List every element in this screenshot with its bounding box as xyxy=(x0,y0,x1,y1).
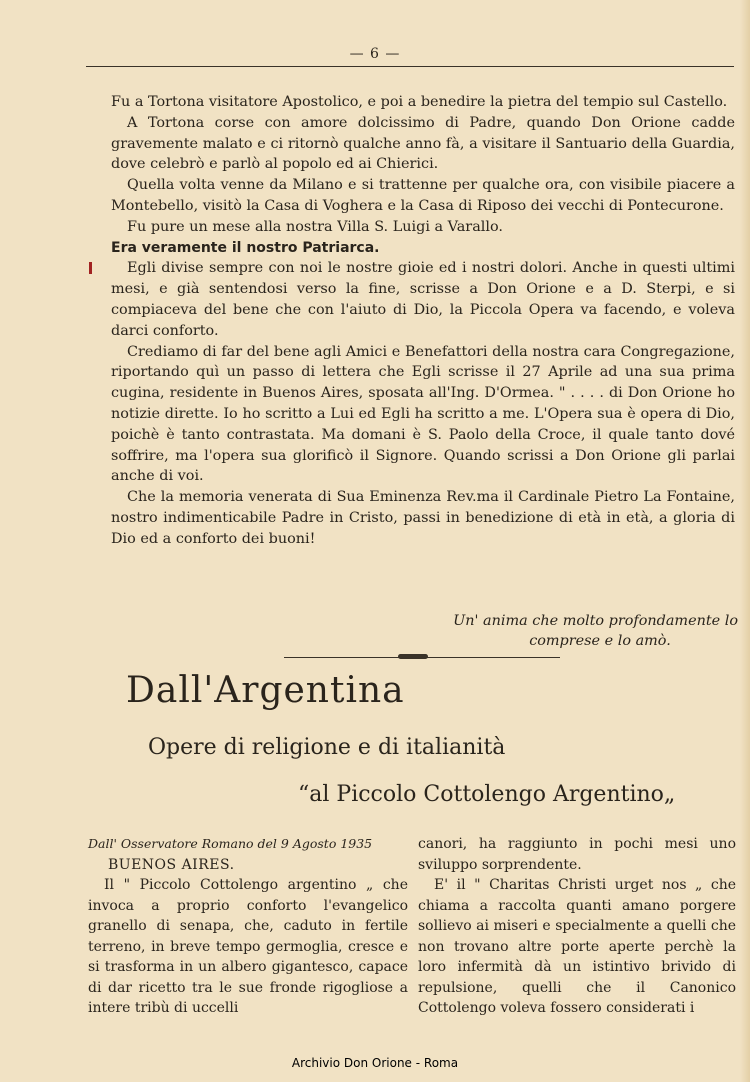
right-paragraph-2: E' il " Charitas Christi urget nos „ che chiama a raccolta quanti amano porgere sollievo ai miseri e specialmente a quelli che non trovano altre porte aperte perchè la loro infermità dà un istintivo brivido di repulsione, quelli che il Canonico Cottolengo voleva fossero considerati i xyxy=(418,877,736,1016)
paragraph-3: Quella volta venne da Milano e si trattenne per qualche ora, con visibile piacere a Montebello, visitò la Casa di Voghera e la Casa di Riposo dei vecchi di Pontecurone. xyxy=(111,177,735,214)
signature-line-2: comprese e lo amò. xyxy=(529,633,671,649)
paragraph-2: A Tortona corse con amore dolcissimo di Padre, quando Don Orione cadde gravemente malato e ci ritornò qualche anno fà, a visitare il Santuario della Guardia, dove celebrò e parlò al popolo ed ai Chierici. xyxy=(111,114,735,173)
paragraph-4: Fu pure un mese alla nostra Villa S. Luigi a Varallo. xyxy=(127,218,503,235)
article-subtitle-1: Opere di religione e di italianità xyxy=(148,735,506,760)
paragraph-6: Egli divise sempre con noi le nostre gioie ed i nostri dolori. Anche in questi ultimi mesi, e già sentendosi verso la fine, scrisse a Don Orione e a D. Sterpi, e si compiaceva del bene che con l'aiuto di Dio, la Piccola Opera va facendo, e voleva darci conforto. xyxy=(111,260,735,339)
dateline: BUENOS AIRES. xyxy=(108,856,235,873)
paragraph-5: Era veramente il nostro Patriarca. xyxy=(111,239,380,256)
paragraph-1: Fu a Tortona visitatore Apostolico, e poi a benedire la pietra del tempio sul Castello. xyxy=(111,94,728,110)
page-number: — 6 — xyxy=(349,46,401,62)
signature-block xyxy=(420,611,738,651)
left-paragraph-1: Il " Piccolo Cottolengo argentino „ che invoca a proprio conforto l'evangelico granello di senapa, che, caduto in fertile terreno, in breve tempo germoglia, cresce e si trasforma in un albero gigantesco, capace di dar ricetto tra le sue fronde rigogliose a intere tribù di uccelli xyxy=(88,877,408,1016)
body-text xyxy=(111,92,735,550)
column-left xyxy=(88,834,408,1019)
paragraph-7: Crediamo di far del bene agli Amici e Benefattori della nostra cara Congregazione, riportando quì un passo di lettera che Egli scrisse il 27 Aprile ad una sua prima cugina, residente in Buenos Aires, sposata all'Ing. D'Ormea. " . . . . di Don Orione ho notizie dirette. Io ho scritto a Lui ed Egli ha scritto a me. L'Opera sua è opera di Dio, poichè è tanto contrastata. Ma domani è S. Paolo della Croce, il quale tanto dové soffrire, ma l'opera sua glorificò il Signore. Quando scrissi a Don Orione gli parlai anche di voi. xyxy=(111,343,735,485)
separator-ornament xyxy=(398,654,428,659)
article-subtitle-2: “al Piccolo Cottolengo Argentino„ xyxy=(298,782,676,807)
archive-footer: Archivio Don Orione - Roma xyxy=(291,1056,459,1070)
header-rule xyxy=(86,66,734,67)
margin-mark xyxy=(89,262,92,274)
source-line: Dall' Osservatore Romano del 9 Agosto 1935 xyxy=(88,836,373,851)
article-title: Dall'Argentina xyxy=(126,670,405,711)
column-right xyxy=(418,834,736,1019)
signature-line-1: Un' anima che molto profondamente lo xyxy=(453,613,738,629)
page-spine-shadow xyxy=(740,0,750,1082)
paragraph-8: Che la memoria venerata di Sua Eminenza Rev.ma il Cardinale Pietro La Fontaine, nostro indimenticabile Padre in Cristo, passi in benedizione di età in età, a gloria di Dio ed a conforto dei buoni! xyxy=(111,489,735,547)
right-paragraph-1: canori, ha raggiunto in pochi mesi uno sviluppo sorprendente. xyxy=(418,836,736,873)
